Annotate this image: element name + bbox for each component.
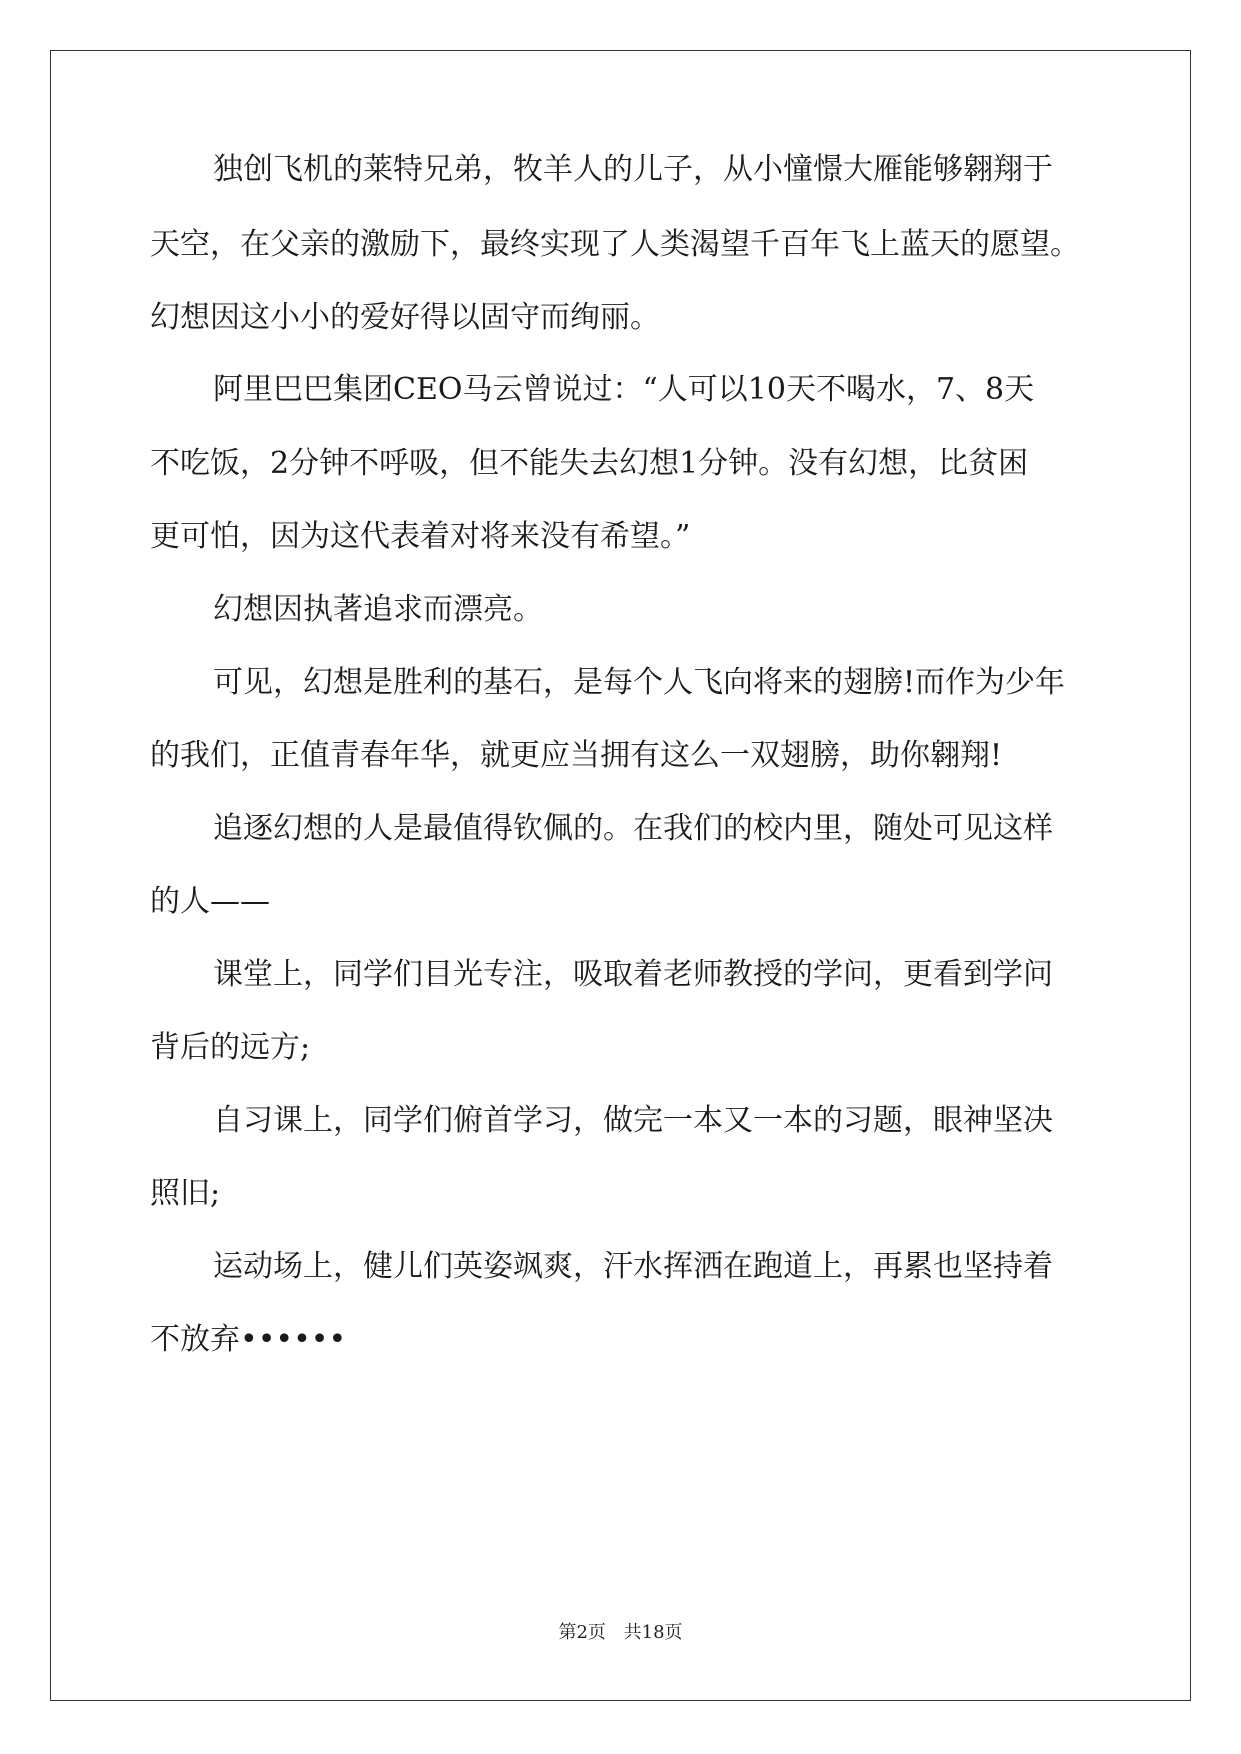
paragraph-8-line-2: 不放弃••••••	[150, 1322, 347, 1357]
paragraph-5-line-2: 的人——	[150, 884, 270, 919]
paragraph-2-line-1: 阿里巴巴集团CEO马云曾说过：“人可以10天不喝水，7、8天	[213, 372, 1035, 407]
paragraph-4-line-2: 的我们，正值青春年华，就更应当拥有这么一双翅膀，助你翱翔!	[150, 738, 1003, 773]
page-border	[50, 50, 1191, 1701]
page-total: 共18页	[623, 1622, 683, 1643]
paragraph-4-line-1: 可见，幻想是胜利的基石，是每个人飞向将来的翅膀!而作为少年	[213, 665, 1066, 700]
paragraph-5-line-1: 追逐幻想的人是最值得钦佩的。在我们的校内里，随处可见这样	[213, 811, 1053, 846]
paragraph-3-line-1: 幻想因执著追求而漂亮。	[213, 592, 543, 627]
paragraph-6-line-2: 背后的远方;	[150, 1030, 311, 1065]
paragraph-6-line-1: 课堂上，同学们目光专注，吸取着老师教授的学问，更看到学问	[213, 957, 1053, 992]
page-footer	[0, 1618, 1241, 1644]
page-number: 第2页	[558, 1622, 606, 1643]
paragraph-7-line-1: 自习课上，同学们俯首学习，做完一本又一本的习题，眼神坚决	[213, 1103, 1053, 1138]
paragraph-1-line-1: 独创飞机的莱特兄弟，牧羊人的儿子，从小憧憬大雁能够翱翔于	[213, 152, 1053, 187]
paragraph-2-line-2: 不吃饭，2分钟不呼吸，但不能失去幻想1分钟。没有幻想，比贫困	[150, 446, 1029, 481]
paragraph-1-line-3: 幻想因这小小的爱好得以固守而绚丽。	[150, 300, 660, 335]
paragraph-1-line-2: 天空，在父亲的激励下，最终实现了人类渴望千百年飞上蓝天的愿望。	[150, 227, 1080, 262]
paragraph-7-line-2: 照旧;	[150, 1176, 221, 1211]
paragraph-2-line-3: 更可怕，因为这代表着对将来没有希望。”	[150, 519, 691, 554]
paragraph-8-line-1: 运动场上，健儿们英姿飒爽，汗水挥洒在跑道上，再累也坚持着	[213, 1249, 1053, 1284]
